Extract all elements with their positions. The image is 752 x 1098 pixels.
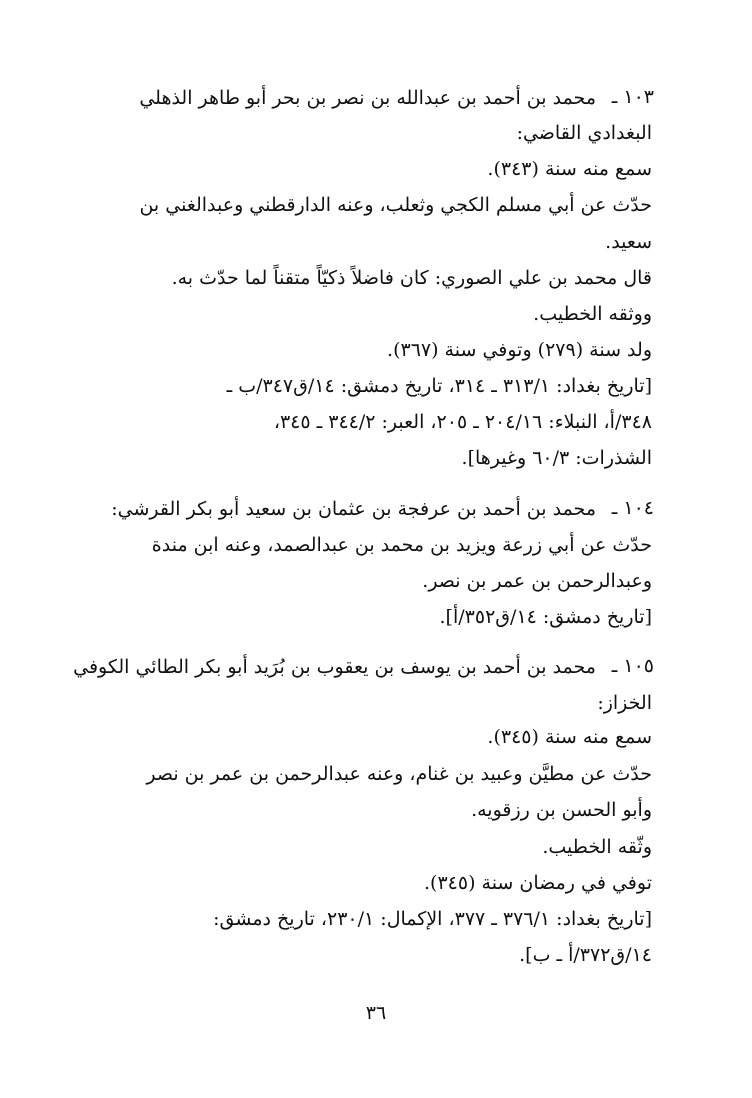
entry-line: [تاريخ بغداد: ٣٧٦/١ ـ ٣٧٧، الإكمال: ٢٣٠/١، تاريخ دمشق: <box>213 908 652 930</box>
page-number: ٣٦ <box>365 1002 387 1024</box>
entry-line: محمد بن أحمد بن عبدالله بن نصر بن بحر أبو طاهر الذهلي <box>139 87 596 109</box>
entry-line: [تاريخ دمشق: ١٤/ق٣٥٢/أ]. <box>439 606 652 628</box>
entry-line: البغدادي القاضي: <box>516 122 652 144</box>
entry-line: ١٤/ق٣٧٢/أ ـ ب]. <box>519 944 652 966</box>
entry-line: وعبدالرحمن بن عمر بن نصر. <box>422 570 652 592</box>
entry-line: محمد بن أحمد بن عرفجة بن عثمان بن سعيد أبو بكر القرشي: <box>111 498 596 520</box>
entry-line: ولد سنة (٢٧٩) وتوفي سنة (٣٦٧). <box>387 339 652 361</box>
entry-line: ووثقه الخطيب. <box>533 303 652 325</box>
entry-line: توفي في رمضان سنة (٣٤٥). <box>423 872 652 894</box>
entry-line: الشذرات: ٦٠/٣ وغيرها]. <box>461 447 652 469</box>
entry-line: حدّث عن أبي مسلم الكجي وثعلب، وعنه الدارقطني وعبدالغني بن <box>139 194 652 216</box>
entry-line: محمد بن أحمد بن يوسف بن يعقوب بن بُرَيد أبو بكر الطائي الكوفي <box>73 656 596 678</box>
entry-line: حدّث عن مطيَّن وعبيد بن غنام، وعنه عبدالرحمن بن عمر بن نصر <box>146 763 652 785</box>
entry-line: الخزاز: <box>597 692 652 714</box>
entry-number: ١٠٣ ـ <box>611 86 654 108</box>
entry-line: حدّث عن أبي زرعة ويزيد بن محمد بن عبدالصمد، وعنه ابن مندة <box>151 534 652 556</box>
entry-line: وأبو الحسن بن رزقويه. <box>471 799 652 821</box>
entry-line: وثّقه الخطيب. <box>542 836 652 858</box>
entry-line: سعيد. <box>605 231 652 253</box>
entry-line: [تاريخ بغداد: ٣١٣/١ ـ ٣١٤، تاريخ دمشق: ١٤/ق٣٤٧/ب ـ <box>226 375 652 397</box>
entry-line: سمع منه سنة (٣٤٥). <box>487 726 652 748</box>
entry-line: سمع منه سنة (٣٤٣). <box>487 158 652 180</box>
entry-number: ١٠٤ ـ <box>611 497 654 519</box>
entry-line: قال محمد بن علي الصوري: كان فاضلاً ذكيّاً متقناً لما حدّث به. <box>171 267 652 289</box>
entry-number: ١٠٥ ـ <box>611 655 654 677</box>
entry-line: ٣٤٨/أ، النبلاء: ٢٠٤/١٦ ـ ٢٠٥، العبر: ٣٤٤/٢ ـ ٣٤٥، <box>273 411 652 433</box>
